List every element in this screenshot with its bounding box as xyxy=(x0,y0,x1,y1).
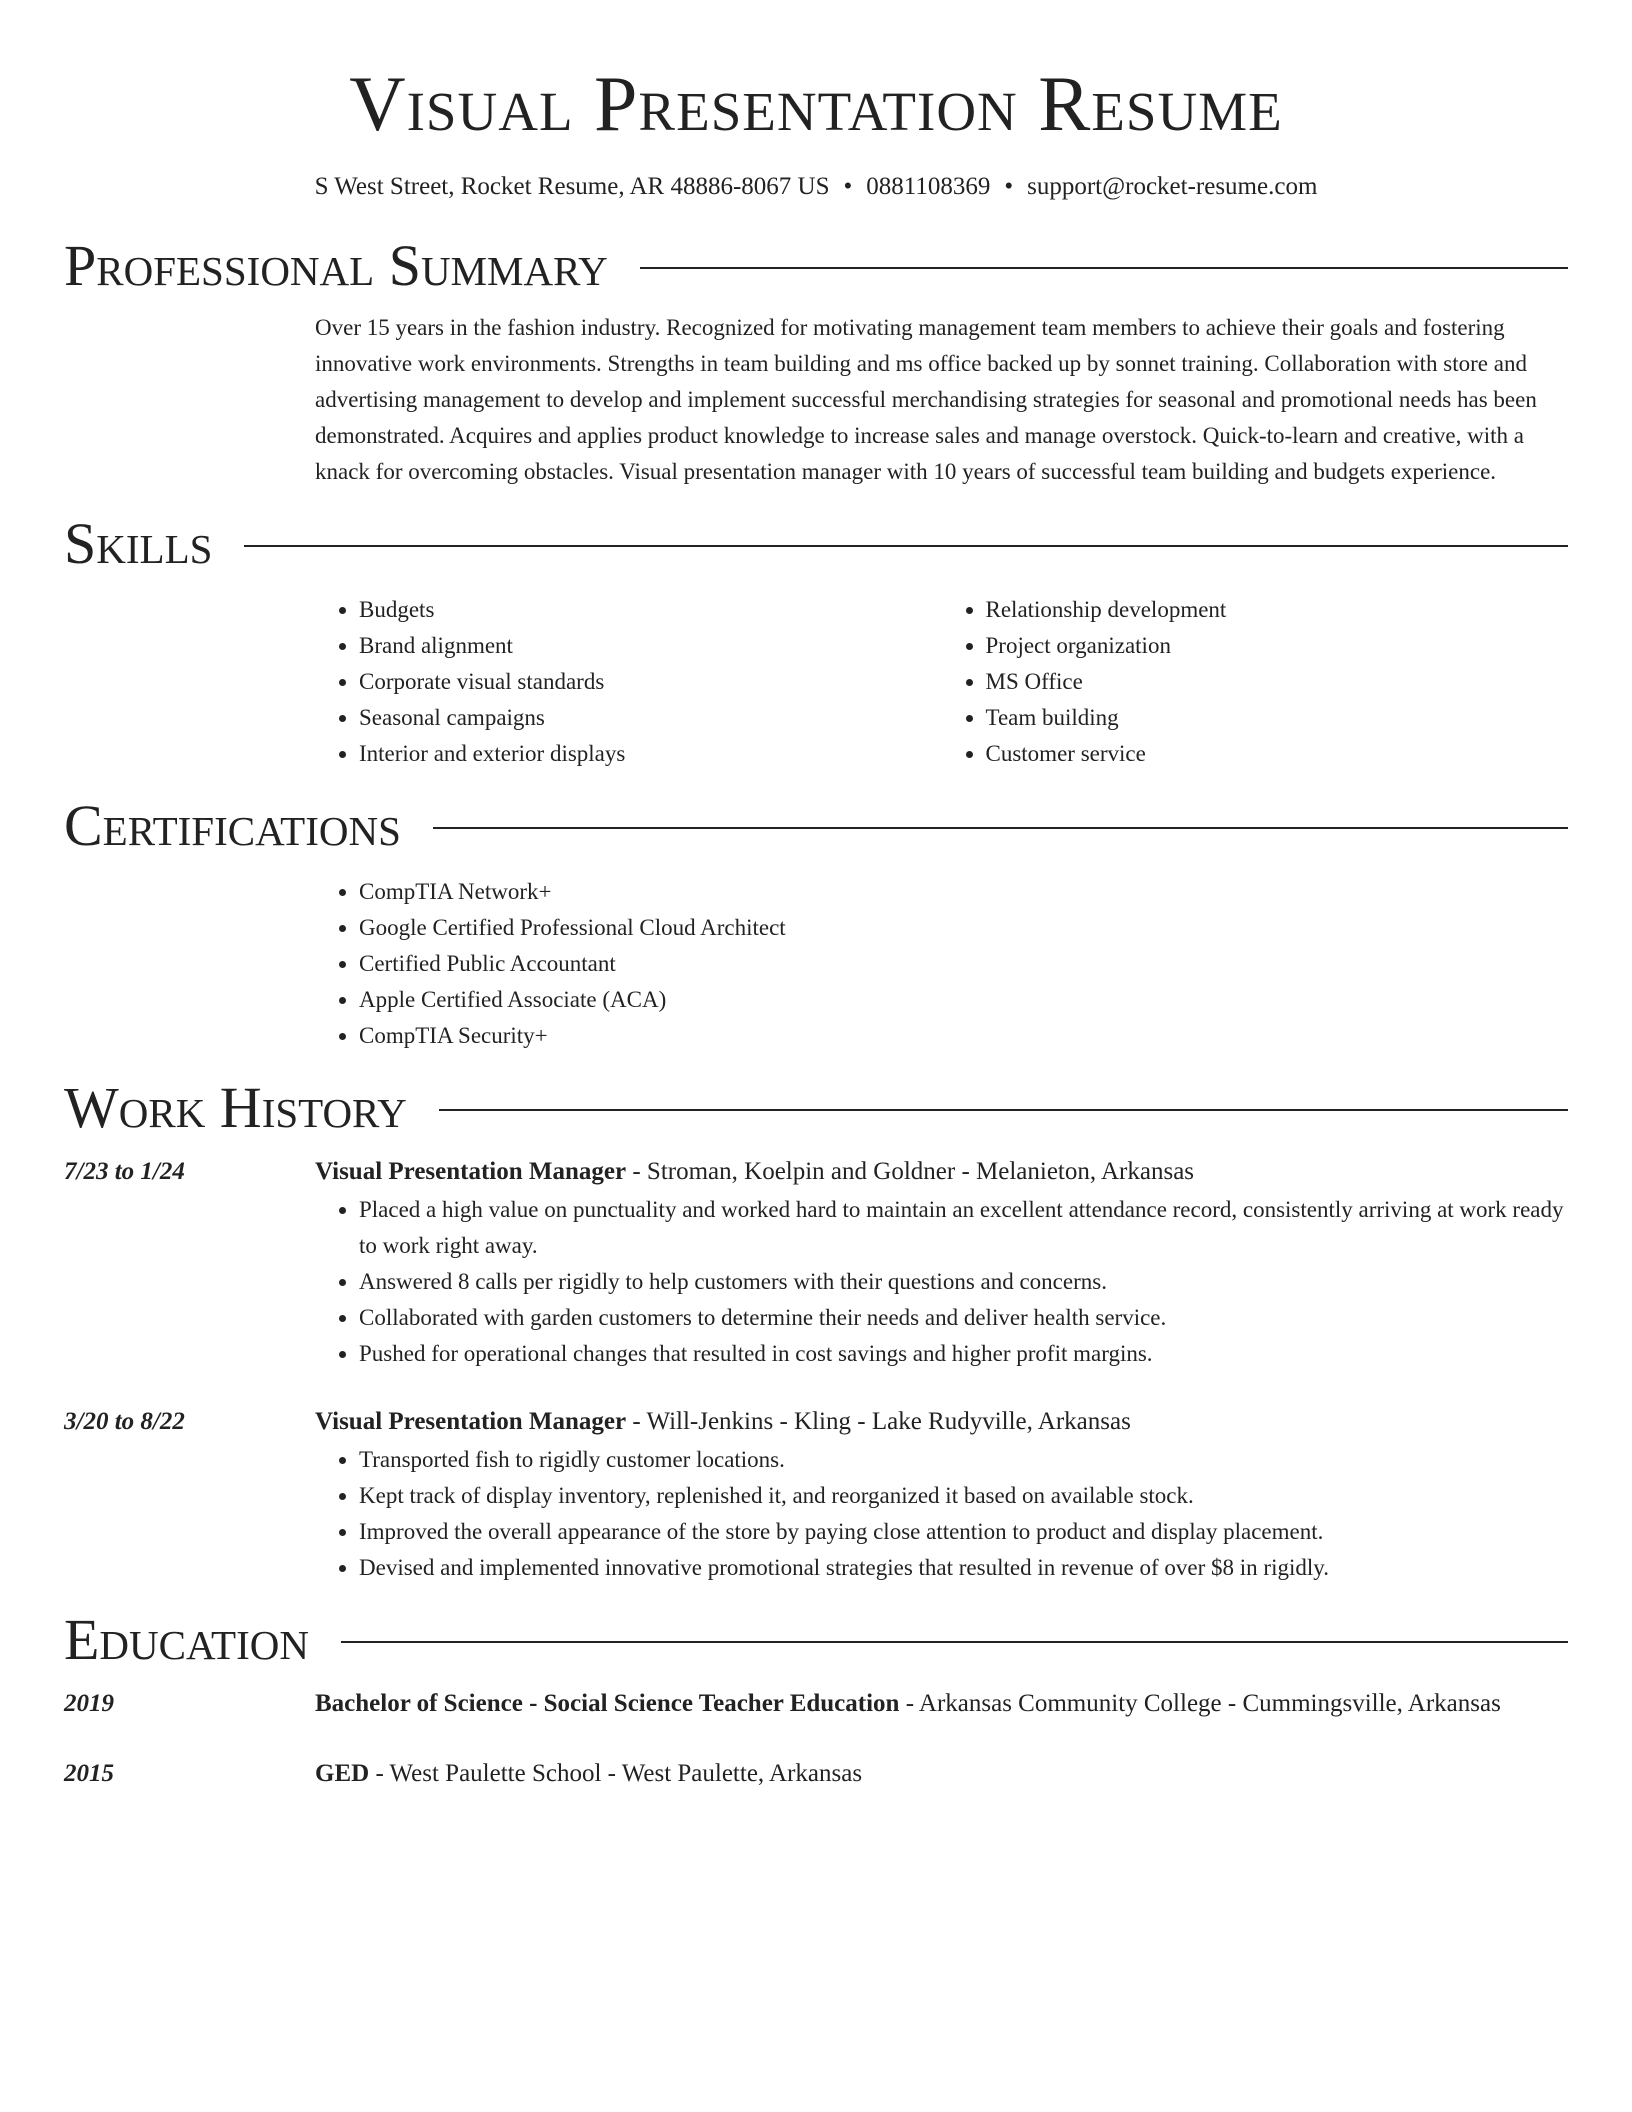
education-year: 2019 xyxy=(64,1690,114,1717)
skill-item: • Budgets xyxy=(359,592,942,628)
contact-line xyxy=(64,172,1568,202)
summary-heading xyxy=(64,234,1568,298)
work-section xyxy=(64,1076,1568,1586)
section-divider xyxy=(244,545,1568,547)
certifications-title: Certifications xyxy=(64,793,401,858)
job-bullet: • Collaborated with garden customers to determine their needs and deliver health service. xyxy=(359,1300,1568,1336)
job-main xyxy=(315,1152,1568,1372)
education-degree: GED xyxy=(315,1760,370,1787)
summary-text: Over 15 years in the fashion industry. Recognized for motivating management team members to achieve their goals and fostering innovative work environments. Strengths in team building and ms office backed up by sonnet training. Collaboration with store and advertising management to develop and implement successful merchandising strategies for seasonal and promotional needs has been demonstrated. Acquires and applies product knowledge to increase sales and manage overstock. Quick-to-learn and creative, with a knack for overcoming obstacles. Visual presentation manager with 10 years of successful team building and budgets experience. xyxy=(315,315,1537,484)
skill-item: • Project organization xyxy=(986,628,1569,664)
section-divider xyxy=(640,267,1568,269)
job-dates: 3/20 to 8/22 xyxy=(64,1408,185,1435)
skill-item: • Brand alignment xyxy=(359,628,942,664)
job-bullets xyxy=(315,1442,1568,1586)
skill-item: • Customer service xyxy=(986,736,1569,772)
job-bullet: • Placed a high value on punctuality and worked hard to maintain an excellent attendance record, consistently arriving at work ready to work right away. xyxy=(359,1192,1568,1264)
contact-phone: 0881108369 xyxy=(866,173,991,200)
skills-list-right xyxy=(942,592,1569,772)
contact-separator: • xyxy=(1004,173,1014,200)
education-school: - West Paulette School - West Paulette, Arkansas xyxy=(369,1760,863,1787)
section-divider xyxy=(439,1109,1568,1111)
contact-email: support@rocket-resume.com xyxy=(1027,173,1318,200)
skills-section xyxy=(64,512,1568,772)
work-title: Work History xyxy=(64,1075,407,1140)
job-bullet: • Improved the overall appearance of the store by paying close attention to product and display placement. xyxy=(359,1514,1568,1550)
job-bullet: • Devised and implemented innovative promotional strategies that resulted in revenue of over $8 in rigidly. xyxy=(359,1550,1568,1586)
skill-item: • Corporate visual standards xyxy=(359,664,942,700)
job-bullet: • Kept track of display inventory, replenished it, and reorganized it based on available stock. xyxy=(359,1478,1568,1514)
job-entry xyxy=(64,1402,1568,1586)
certification-item: • Google Certified Professional Cloud Architect xyxy=(359,910,1568,946)
job-heading xyxy=(315,1152,1568,1192)
education-entry xyxy=(64,1684,1568,1724)
job-bullet: • Answered 8 calls per rigidly to help customers with their questions and concerns. xyxy=(359,1264,1568,1300)
skill-item: • Team building xyxy=(986,700,1569,736)
contact-address: S West Street, Rocket Resume, AR 48886-8067 US xyxy=(314,173,830,200)
skills-grid xyxy=(315,592,1568,772)
skills-title: Skills xyxy=(64,511,213,576)
certification-item: • CompTIA Security+ xyxy=(359,1018,1568,1054)
summary-title: Professional Summary xyxy=(64,233,608,298)
job-role: Visual Presentation Manager xyxy=(315,1408,627,1435)
resume-page xyxy=(64,0,1568,1794)
skills-list-left xyxy=(315,592,942,772)
education-degree: Bachelor of Science - Social Science Teacher Education xyxy=(315,1690,900,1717)
job-dates: 7/23 to 1/24 xyxy=(64,1158,185,1185)
summary-body xyxy=(315,310,1568,490)
skill-item: • Seasonal campaigns xyxy=(359,700,942,736)
job-employer: - Stroman, Koelpin and Goldner - Melanieton, Arkansas xyxy=(626,1158,1195,1185)
education-entry xyxy=(64,1754,1568,1794)
certifications-heading xyxy=(64,794,1568,858)
education-heading-line xyxy=(315,1754,1568,1794)
education-section xyxy=(64,1608,1568,1794)
certifications-body xyxy=(315,874,1568,1054)
certification-item: • Certified Public Accountant xyxy=(359,946,1568,982)
skill-item: • MS Office xyxy=(986,664,1569,700)
job-entry xyxy=(64,1152,1568,1372)
education-main xyxy=(315,1754,1568,1794)
skill-item: • Relationship development xyxy=(986,592,1569,628)
education-year: 2015 xyxy=(64,1760,114,1787)
section-divider xyxy=(341,1641,1568,1643)
job-bullet: • Transported fish to rigidly customer locations. xyxy=(359,1442,1568,1478)
job-bullet: • Pushed for operational changes that resulted in cost savings and higher profit margins. xyxy=(359,1336,1568,1372)
job-bullets xyxy=(315,1192,1568,1372)
certification-item: • Apple Certified Associate (ACA) xyxy=(359,982,1568,1018)
job-heading xyxy=(315,1402,1568,1442)
job-main xyxy=(315,1402,1568,1586)
certifications-list xyxy=(315,874,1568,1054)
skill-item: • Interior and exterior displays xyxy=(359,736,942,772)
certifications-section xyxy=(64,794,1568,1054)
resume-title: Visual Presentation Resume xyxy=(349,60,1283,147)
job-employer: - Will-Jenkins - Kling - Lake Rudyville, Arkansas xyxy=(626,1408,1131,1435)
section-divider xyxy=(433,827,1568,829)
skills-heading xyxy=(64,512,1568,576)
certification-item: • CompTIA Network+ xyxy=(359,874,1568,910)
education-heading-line xyxy=(315,1684,1568,1724)
education-school: - Arkansas Community College - Cummingsville, Arkansas xyxy=(899,1690,1501,1717)
contact-separator: • xyxy=(843,173,853,200)
summary-section xyxy=(64,234,1568,490)
education-main xyxy=(315,1684,1568,1724)
job-role: Visual Presentation Manager xyxy=(315,1158,627,1185)
education-heading xyxy=(64,1608,1568,1672)
work-heading xyxy=(64,1076,1568,1140)
education-title: Education xyxy=(64,1607,309,1672)
